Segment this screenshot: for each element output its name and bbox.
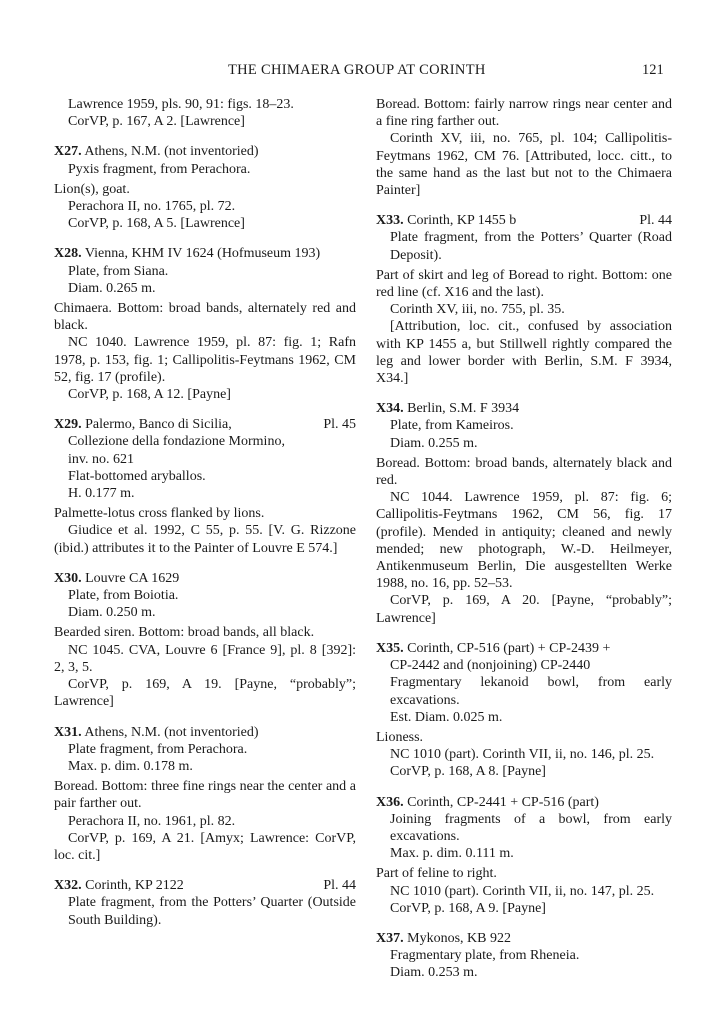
description: Boread. Bottom: broad bands, alternately black and red. <box>376 455 672 489</box>
catalog-entry-x34 <box>376 400 672 627</box>
dimension-line: Est. Diam. 0.025 m. <box>390 709 503 725</box>
entry-heading <box>54 245 356 262</box>
entry-id: X28. <box>54 246 82 262</box>
description: Part of skirt and leg of Boread to right. Bottom: one red line (cf. X16 and the last). <box>376 267 672 301</box>
dimension-line: Max. p. dim. 0.111 m. <box>390 846 514 862</box>
entry-heading <box>376 794 672 811</box>
reference-line: Giudice et al. 1992, C 55, p. 55. [V. G. Rizzone (ibid.) attributes it to the Painter of Louvre E 574.] <box>54 523 356 556</box>
reference-line: CorVP, p. 168, A 12. [Payne] <box>68 387 231 403</box>
reference-line: [Attribution, loc. cit., confused by association with KP 1455 a, but Stillwell rightly compared the leg and lower border with Berlin, S.M. F 3934, X34.] <box>376 319 672 387</box>
object-line: Fragmentary plate, from Rheneia. <box>390 948 580 964</box>
reference-line: Perachora II, no. 1765, pl. 72. <box>68 199 236 215</box>
entry-location: Palermo, Banco di Sicilia, <box>85 417 232 433</box>
catalog-entry-x28 <box>54 245 356 403</box>
entry-heading <box>376 640 672 657</box>
plate-reference: Pl. 45 <box>323 417 356 433</box>
running-head-title: THE CHIMAERA GROUP AT CORINTH <box>228 62 486 78</box>
entry-id: X34. <box>376 401 404 417</box>
entry-heading <box>54 416 356 433</box>
continued-entry <box>54 96 356 130</box>
reference-line: CorVP, p. 169, A 19. [Payne, “probably”; Lawrence] <box>54 677 356 710</box>
left-column <box>54 96 356 942</box>
continued-entry <box>376 96 672 199</box>
catalog-entry-x37 <box>376 930 672 982</box>
entry-location: Corinth, KP 1455 b <box>407 213 517 229</box>
reference-line: NC 1010 (part). Corinth VII, ii, no. 147, pl. 25. <box>390 883 655 899</box>
entry-location-cont: CP-2442 and (nonjoining) CP-2440 <box>390 658 591 674</box>
catalog-entry-x29 <box>54 416 356 557</box>
object-line: Fragmentary lekanoid bowl, from early excavations. <box>390 675 672 708</box>
entry-id: X27. <box>54 144 82 160</box>
catalog-entry-x33 <box>376 212 672 387</box>
dimension-line: Diam. 0.253 m. <box>390 965 478 981</box>
entry-id: X35. <box>376 640 404 656</box>
description: Lioness. <box>376 729 424 745</box>
reference-line: NC 1010 (part). Corinth VII, ii, no. 146, pl. 25. <box>390 747 655 763</box>
object-line: Plate, from Kameiros. <box>390 418 514 434</box>
entry-heading <box>376 212 672 229</box>
object-line: Plate, from Siana. <box>68 263 169 279</box>
entry-location: Corinth, CP-2441 + CP-516 (part) <box>407 794 599 810</box>
reference-line: NC 1044. Lawrence 1959, pl. 87: fig. 6; Callipolitis-Feytmans 1962, CM 56, fig. 17 (profile). Mended in antiquity; cleaned and newly mended; new photograph, W.-D. Heilmeyer, Antikenmuseum Berlin, Die ausgestellten Werke 1988, no. 16, pp. 52–53. <box>376 490 672 592</box>
reference-line: NC 1040. Lawrence 1959, pl. 87: fig. 1; Rafn 1978, p. 153, fig. 1; Callipolitis-Feytmans 1962, CM 52, fig. 17 (profile). <box>54 335 356 385</box>
entry-id: X31. <box>54 724 82 740</box>
reference-line: CorVP, p. 168, A 9. [Payne] <box>390 900 546 916</box>
description: Bearded siren. Bottom: broad bands, all black. <box>54 625 315 641</box>
object-line: Plate, from Boiotia. <box>68 588 179 604</box>
dimension-line: Diam. 0.265 m. <box>68 280 156 296</box>
catalog-entry-x32 <box>54 877 356 929</box>
entry-location: Athens, N.M. (not inventoried) <box>84 144 259 160</box>
entry-heading <box>54 724 356 741</box>
entry-id: X29. <box>54 417 82 433</box>
entry-location: Vienna, KHM IV 1624 (Hofmuseum 193) <box>84 246 321 262</box>
entry-location-cont: Collezione della fondazione Mormino, <box>68 434 285 450</box>
catalog-entry-x35 <box>376 640 672 781</box>
page-number: 121 <box>642 62 664 78</box>
entry-heading <box>376 400 672 417</box>
entry-location: Mykonos, KB 922 <box>407 930 511 946</box>
reference-line: Perachora II, no. 1961, pl. 82. <box>68 813 236 829</box>
reference-line: CorVP, p. 169, A 21. [Amyx; Lawrence: CorVP, loc. cit.] <box>54 830 356 863</box>
reference-line: CorVP, p. 168, A 5. [Lawrence] <box>68 216 245 232</box>
right-column <box>376 96 672 995</box>
reference-line: CorVP, p. 167, A 2. [Lawrence] <box>68 114 245 130</box>
object-line: Flat-bottomed aryballos. <box>68 468 206 484</box>
dimension-line: Diam. 0.255 m. <box>390 435 478 451</box>
object-line: Joining fragments of a bowl, from early excavations. <box>390 811 672 844</box>
catalog-entry-x36 <box>376 794 672 917</box>
entry-location: Athens, N.M. (not inventoried) <box>84 724 259 740</box>
dimension-line: Max. p. dim. 0.178 m. <box>68 758 193 774</box>
entry-id: X32. <box>54 878 82 894</box>
object-line: Pyxis fragment, from Perachora. <box>68 161 251 177</box>
dimension-line: H. 0.177 m. <box>68 486 135 502</box>
description: Lion(s), goat. <box>54 181 130 197</box>
description: Part of feline to right. <box>376 866 497 882</box>
entry-location: Louvre CA 1629 <box>85 570 180 586</box>
entry-heading <box>54 143 356 160</box>
reference-line: CorVP, p. 169, A 20. [Payne, “probably”; Lawrence] <box>376 593 672 626</box>
reference-line: NC 1045. CVA, Louvre 6 [France 9], pl. 8 [392]: 2, 3, 5. <box>54 642 356 675</box>
running-header <box>0 56 722 80</box>
description: Boread. Bottom: fairly narrow rings near center and a fine ring farther out. <box>376 97 672 130</box>
entry-id: X36. <box>376 794 404 810</box>
description: Boread. Bottom: three fine rings near the center and a pair farther out. <box>54 779 356 812</box>
entry-heading <box>376 930 672 947</box>
object-line: Plate fragment, from the Potters’ Quarter (Outside South Building). <box>68 895 356 928</box>
entry-id: X33. <box>376 213 404 229</box>
catalog-entry-x31 <box>54 724 356 865</box>
entry-heading <box>54 877 356 894</box>
plate-reference: Pl. 44 <box>323 878 356 894</box>
description: Palmette-lotus cross flanked by lions. <box>54 506 265 522</box>
reference-line: Corinth XV, iii, no. 765, pl. 104; Callipolitis-Feytmans 1962, CM 76. [Attributed, locc. citt., to the same hand as the last but not to the Chimaera Painter] <box>376 131 672 199</box>
plate-reference: Pl. 44 <box>639 213 672 229</box>
reference-line: Lawrence 1959, pls. 90, 91: figs. 18–23. <box>68 97 294 112</box>
entry-location: Corinth, KP 2122 <box>85 878 184 894</box>
entry-id: X30. <box>54 570 82 586</box>
reference-line: Corinth XV, iii, no. 755, pl. 35. <box>390 302 565 318</box>
object-line: Plate fragment, from the Potters’ Quarter (Road Deposit). <box>390 230 672 263</box>
object-line: Plate fragment, from Perachora. <box>68 741 248 757</box>
entry-location: Corinth, CP-516 (part) + CP-2439 + <box>407 640 611 656</box>
catalog-entry-x27 <box>54 143 356 232</box>
entry-heading <box>54 570 356 587</box>
description: Chimaera. Bottom: broad bands, alternately red and black. <box>54 301 356 334</box>
reference-line: CorVP, p. 168, A 8. [Payne] <box>390 764 546 780</box>
entry-id: X37. <box>376 930 404 946</box>
catalog-entry-x30 <box>54 570 356 711</box>
entry-location: Berlin, S.M. F 3934 <box>407 401 520 417</box>
dimension-line: Diam. 0.250 m. <box>68 605 156 621</box>
entry-location-cont: inv. no. 621 <box>68 451 134 467</box>
